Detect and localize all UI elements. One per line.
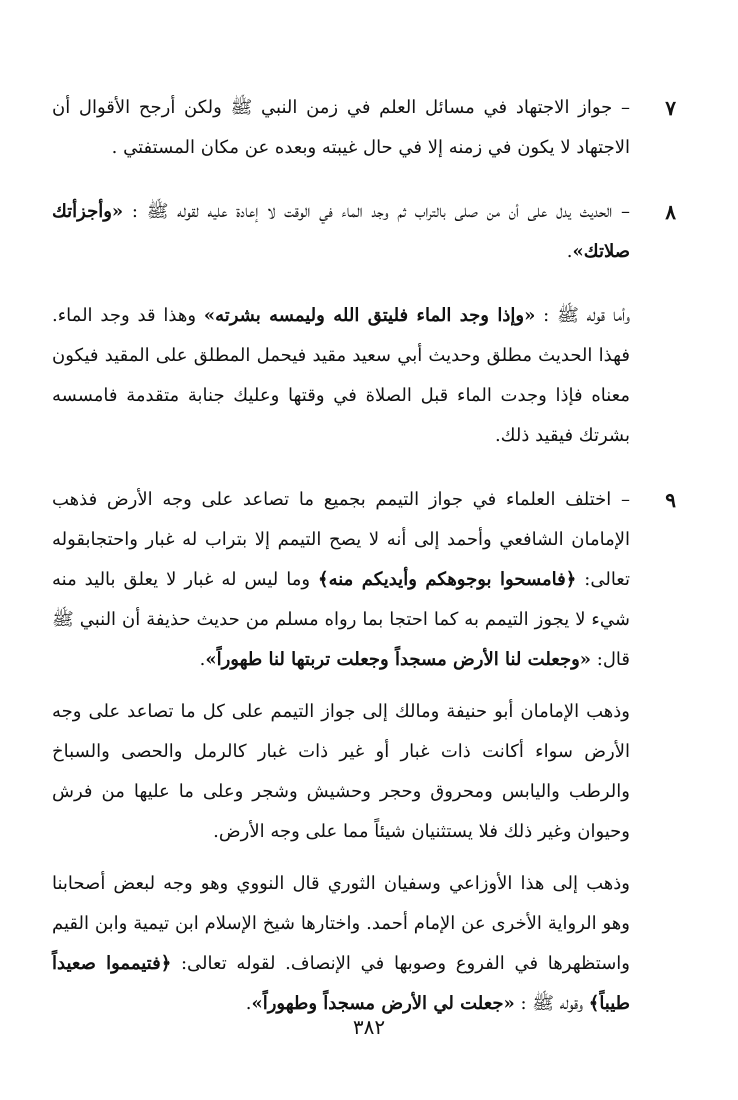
text-run: وذهب إلى هذا الأوزاعي وسفيان الثوري قال النووي وهو وجه لبعض أصحابنا وهو الرواية الأخرى عن الإمام أحمد. واختارها شيخ الإسلام ابن تيمية وابن القيم واستظهرها في الفروع وصوبها في الإنصاف. لقوله تعالى:	[52, 873, 630, 974]
quoted-text: «جعلت لي الأرض مسجداً وطهوراً»	[251, 993, 515, 1014]
paragraph	[52, 88, 630, 168]
quoted-text: ﴿فامسحوا بوجوهكم وأيديكم منه﴾	[318, 569, 577, 590]
text-run: وأما قوله ﷺ :	[535, 305, 630, 326]
item-number: ٧	[665, 96, 676, 120]
item-number: ٩	[665, 488, 676, 512]
item-content	[52, 480, 630, 1036]
text-run: – الحديث يدل على أن من صلى بالتراب ثم وجد الماء في الوقت لا إعادة عليه لقوله ﷺ :	[123, 201, 630, 222]
text-run: وذهب الإمامان أبو حنيفة ومالك إلى جواز التيمم على كل ما تصاعد على وجه الأرض سواء أكانت ذات غبار أو غير ذات غبار كالرمل والحصى والسباخ والرطب واليابس ومحروق وحجر وحشيش وشجر وعلى ما عليها من فرش وحيوان وغير ذلك فلا يستثنيان شيئاً مما على وجه الأرض.	[52, 701, 630, 842]
text-run: وقوله ﷺ :	[514, 993, 589, 1014]
text-run: .	[199, 649, 206, 670]
item-content	[52, 192, 630, 284]
paragraph	[52, 296, 630, 456]
numbered-item	[52, 192, 676, 284]
quoted-text: «وإذا وجد الماء فليتق الله وليمسه بشرته»	[203, 305, 536, 326]
page-number: ٣٨٢	[352, 1015, 386, 1039]
item-number: ٨	[665, 200, 676, 224]
numbered-item	[52, 88, 676, 180]
paragraph	[52, 480, 630, 680]
paragraph	[52, 692, 630, 852]
item-content	[52, 88, 630, 180]
text-run: – جواز الاجتهاد في مسائل العلم في زمن النبي ﷺ ولكن أرجح الأقوال أن الاجتهاد لا يكون في زمنه إلا في حال غيبته وبعده عن مكان المستفتي .	[52, 97, 630, 158]
paragraph	[52, 864, 630, 1024]
text-run: وهذا قد وجد الماء. فهذا الحديث مطلق وحديث أبي سعيد مقيد فيحمل المطلق على المقيد فيكون معناه فإذا وجدت الماء قبل الصلاة في وقتها وعليك جنابة متقدمة فامسسه بشرتك فيقيد ذلك.	[52, 305, 630, 446]
page-body	[52, 88, 676, 1048]
paragraph	[52, 192, 630, 272]
text-run: – اختلف العلماء في جواز التيمم بجميع ما تصاعد على وجه الأرض فذهب الإمامان الشافعي وأحمد إلى أنه لا يصح التيمم إلا بتراب له غبار واحتجابقوله تعالى:	[52, 489, 631, 590]
quoted-text: «وجعلت لنا الأرض مسجداً وجعلت تربتها لنا طهوراً»	[205, 649, 592, 670]
numbered-item	[52, 480, 676, 1036]
text-run: .	[566, 241, 573, 262]
continuation-item	[52, 296, 676, 468]
text-run: .	[245, 993, 252, 1014]
quoted-text: ﴿فتيمموا صعيداً طيباً﴾	[52, 953, 630, 1014]
item-content	[52, 296, 630, 468]
text-run: وما ليس له غبار لا يعلق باليد منه شيء لا يجوز التيمم به كما احتجا بما رواه مسلم من حديث حذيفة أن النبي ﷺ قال:	[52, 569, 630, 670]
quoted-text: «وأجزأتك صلاتك»	[52, 201, 630, 262]
